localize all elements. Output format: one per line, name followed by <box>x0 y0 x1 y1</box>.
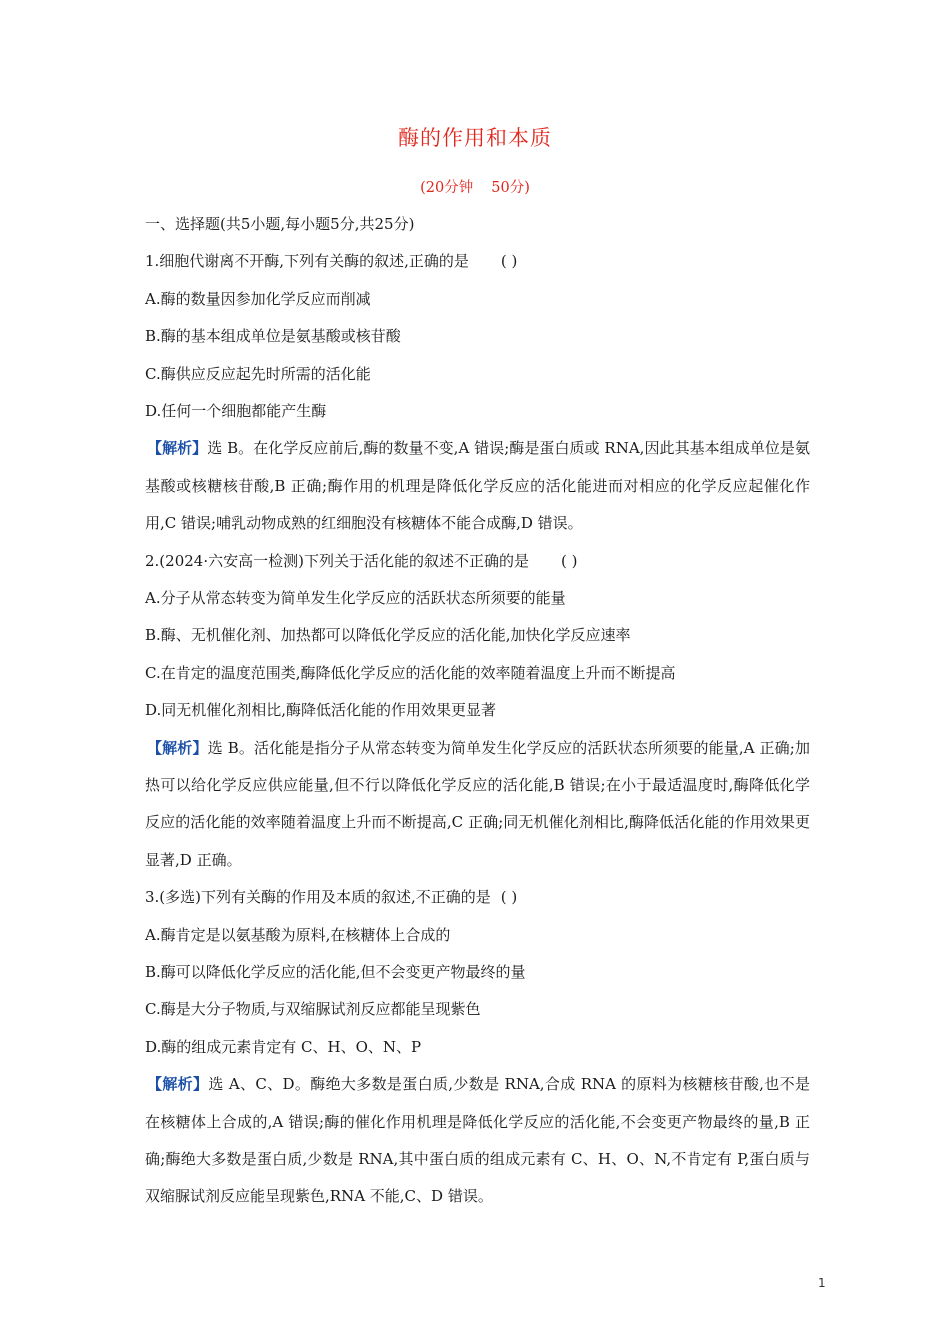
document-title: 酶的作用和本质 <box>398 126 552 150</box>
answer-blank: ( ) <box>500 252 518 271</box>
option-a: A.酶的数量因参加化学反应而削减 <box>145 289 371 308</box>
answer-blank: ( ) <box>500 888 518 907</box>
document-content <box>145 206 810 1216</box>
option-d: D.同无机催化剂相比,酶降低活化能的作用效果更显著 <box>145 701 497 720</box>
option-a: A.分子从常态转变为简单发生化学反应的活跃状态所须要的能量 <box>145 588 566 607</box>
time-score-line <box>0 176 950 197</box>
time-limit: (20分钟 <box>420 180 474 196</box>
answer-blank: ( ) <box>560 551 578 570</box>
analysis: 【解析】选 A、C、D。酶绝大多数是蛋白质,少数是 RNA,合成 RNA 的原料为核糖核苷酸,也不是在核糖体上合成的,A 错误;酶的催化作用机理是降低化学反应的活化能,不会变更产物最终的量,B 正确;酶绝大多数是蛋白质,少数是 RNA,其中蛋白质的组成元素有 C、H、O、N,不肯定有 P,蛋白质与双缩脲试剂反应能呈现紫色,RNA 不能,C、D 错误。 <box>145 1075 810 1206</box>
option-b: B.酶、无机催化剂、加热都可以降低化学反应的活化能,加快化学反应速率 <box>145 626 631 645</box>
analysis-tag: 【解析】 <box>147 738 208 757</box>
option-d: D.酶的组成元素肯定有 C、H、O、N、P <box>145 1037 422 1056</box>
option-a: A.酶肯定是以氨基酸为原料,在核糖体上合成的 <box>145 925 451 944</box>
analysis: 【解析】选 B。在化学反应前后,酶的数量不变,A 错误;酶是蛋白质或 RNA,因此其基本组成单位是氨基酸或核糖核苷酸,B 正确;酶作用的机理是降低化学反应的活化能进而对相应的化学反应起催化作用,C 错误;哺乳动物成熟的红细胞没有核糖体不能合成酶,D 错误。 <box>145 439 810 533</box>
question-3 <box>145 879 810 1216</box>
question-2 <box>145 543 810 880</box>
question-stem: 1.细胞代谢离不开酶,下列有关酶的叙述,正确的是 ( ) <box>145 243 810 280</box>
question-1 <box>145 243 810 542</box>
option-c: C.酶供应反应起先时所需的活化能 <box>145 364 371 383</box>
option-c: C.在肯定的温度范围类,酶降低化学反应的活化能的效率随着温度上升而不断提高 <box>145 663 676 682</box>
option-c: C.酶是大分子物质,与双缩脲试剂反应都能呈现紫色 <box>145 1000 481 1019</box>
question-stem: 3.(多选)下列有关酶的作用及本质的叙述,不正确的是 ( ) <box>145 879 810 916</box>
analysis-tag: 【解析】 <box>147 1075 209 1094</box>
option-b: B.酶的基本组成单位是氨基酸或核苷酸 <box>145 327 401 346</box>
question-stem: 2.(2024·六安高一检测)下列关于活化能的叙述不正确的是 ( ) <box>145 543 810 580</box>
analysis: 【解析】选 B。活化能是指分子从常态转变为简单发生化学反应的活跃状态所须要的能量,A 正确;加热可以给化学反应供应能量,但不行以降低化学反应的活化能,B 错误;在小于最适温度时,酶降低化学反应的活化能的效率随着温度上升而不断提高,C 正确;同无机催化剂相比,酶降低活化能的作用效果更显著,D 正确。 <box>145 738 810 869</box>
analysis-tag: 【解析】 <box>147 439 208 458</box>
page-number: 1 <box>818 1276 826 1290</box>
option-b: B.酶可以降低化学反应的活化能,但不会变更产物最终的量 <box>145 962 526 981</box>
section-heading: 一、选择题(共5小题,每小题5分,共25分) <box>145 215 415 233</box>
option-d: D.任何一个细胞都能产生酶 <box>145 401 327 420</box>
total-score: 50分) <box>491 180 530 196</box>
